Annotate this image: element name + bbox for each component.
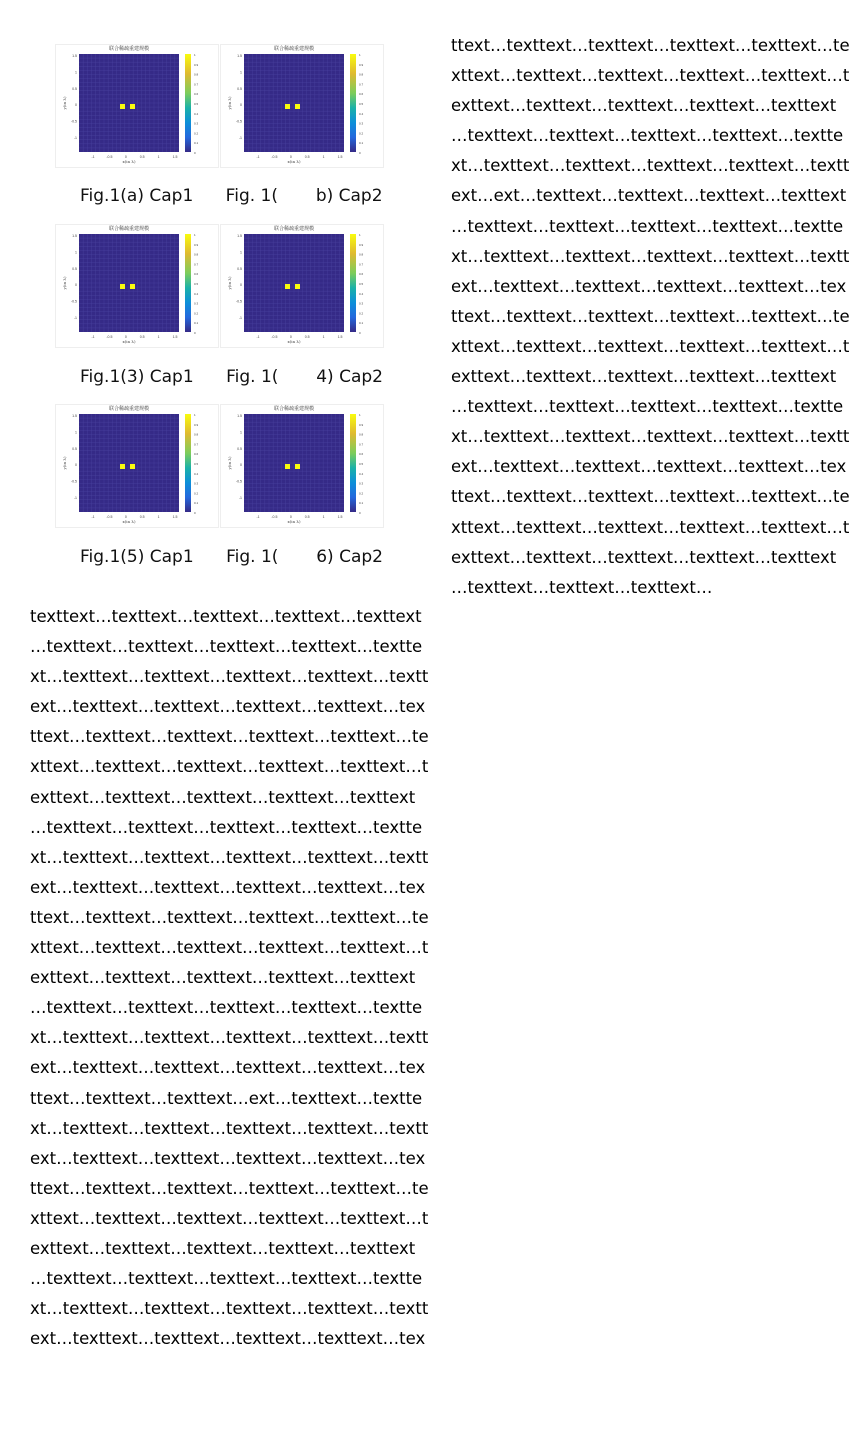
y-tick-label: 1 (240, 250, 242, 255)
x-axis-label: x(in λ) (287, 519, 301, 524)
figure-panel-1-4 (220, 224, 384, 348)
colorbar-tick-label: 0.2 (194, 311, 199, 316)
heatmap-cell (285, 464, 290, 469)
colorbar-tick-label: 0.4 (194, 111, 199, 116)
y-tick-label: 0 (75, 283, 77, 288)
y-tick-label: -0.5 (235, 479, 242, 484)
colorbar-tick-label: 0.4 (359, 111, 364, 116)
text-line: xttext…texttext…texttext…texttext…texttext…t (30, 938, 429, 958)
y-tick-label: 0 (240, 463, 242, 468)
colorbar-tick-label: 0.3 (194, 481, 199, 486)
text-line: ext…texttext…texttext…texttext…texttext…tex (30, 1148, 426, 1168)
text-line: xt…texttext…texttext…texttext…texttext…textt (451, 246, 850, 266)
colorbar-tick-label: 0.1 (359, 141, 364, 146)
x-tick-label: 0 (289, 335, 292, 339)
x-tick-label: -0.5 (271, 335, 278, 339)
colorbar-tick-label: 0.1 (194, 501, 199, 506)
text-line: xt…texttext…texttext…texttext…texttext…textt (30, 1028, 429, 1048)
colorbar-tick-label: 0.1 (359, 501, 364, 506)
heatmap-cell (295, 284, 300, 289)
colorbar (185, 234, 191, 332)
text-line: ext…texttext…texttext…texttext…texttext…tex (30, 1329, 426, 1349)
colorbar-tick-label: 0.7 (359, 442, 364, 447)
figure-panel-1a (55, 44, 219, 168)
text-line: exttext…texttext…texttext…texttext…texttext (30, 787, 416, 807)
colorbar (350, 234, 356, 332)
x-axis-label: x(in λ) (287, 339, 301, 344)
colorbar-tick-label: 0.1 (359, 321, 364, 326)
x-tick-label: 0.5 (304, 155, 310, 159)
text-line: xt…texttext…texttext…texttext…texttext…textt (30, 847, 429, 867)
plot-title: 联合稀疏重建规模 (273, 406, 315, 412)
colorbar-tick-label: 0.6 (359, 452, 364, 457)
x-tick-label: 0.5 (304, 335, 310, 339)
text-line: …texttext…texttext…texttext…texttext…textte (451, 397, 844, 417)
text-line: …texttext…texttext…texttext…texttext…textte (30, 817, 423, 837)
colorbar-tick-label: 1 (359, 53, 361, 57)
y-tick-label: 1 (75, 430, 77, 435)
colorbar-tick-label: 0.1 (194, 141, 199, 146)
colorbar (185, 54, 191, 152)
colorbar (350, 414, 356, 512)
heatmap-plot (220, 404, 384, 528)
colorbar-tick-label: 1 (194, 53, 196, 57)
colorbar-tick-label: 0.8 (359, 72, 364, 77)
text-line: ttext…texttext…texttext…texttext…texttext…te (451, 487, 850, 507)
y-tick-label: -0.5 (235, 299, 242, 304)
heatmap-cell (130, 464, 135, 469)
y-tick-label: -0.5 (70, 299, 77, 304)
colorbar-tick-label: 0.4 (359, 291, 364, 296)
text-line: …texttext…texttext…texttext…texttext…textte (30, 637, 423, 657)
heatmap-cell (130, 284, 135, 289)
colorbar (350, 54, 356, 152)
text-line: exttext…texttext…texttext…texttext…texttext (451, 367, 837, 387)
y-tick-label: -1 (238, 136, 242, 140)
x-tick-label: 1 (157, 155, 160, 159)
heatmap-cell (285, 104, 290, 109)
colorbar-tick-label: 0.7 (359, 82, 364, 87)
y-tick-label: 1.5 (72, 234, 77, 238)
colorbar-tick-label: 0.5 (194, 462, 199, 466)
colorbar-tick-label: 0.7 (194, 442, 199, 447)
heatmap-plot (220, 224, 384, 348)
heatmap-cell (295, 464, 300, 469)
x-axis-label: x(in λ) (287, 159, 301, 164)
x-tick-label: 1.5 (172, 515, 178, 519)
x-tick-label: 0 (124, 515, 127, 519)
y-axis-label: y(in λ) (62, 456, 67, 470)
y-tick-label: 1 (75, 70, 77, 75)
heatmap-cell (285, 284, 290, 289)
text-line: ttext…texttext…texttext…texttext…texttext…te (30, 907, 429, 927)
colorbar-tick-label: 0 (194, 151, 196, 155)
text-line: xttext…texttext…texttext…texttext…texttext…t (30, 1208, 429, 1228)
text-line: …texttext…texttext…texttext…texttext…textte (30, 1269, 423, 1289)
text-line: …texttext…texttext…texttext…texttext…textte (451, 126, 844, 146)
figure-panel-1-3 (55, 224, 219, 348)
text-line: xttext…texttext…texttext…texttext…texttext…t (451, 336, 850, 356)
y-tick-label: -1 (73, 136, 77, 140)
x-tick-label: 1.5 (172, 335, 178, 339)
plot-title: 联合稀疏重建规模 (273, 46, 315, 52)
heatmap-plot (55, 404, 219, 528)
text-line: xt…texttext…texttext…texttext…texttext…textt (451, 156, 850, 176)
colorbar-tick-label: 0.2 (359, 131, 364, 136)
colorbar-tick-label: 0.6 (194, 452, 199, 457)
x-tick-label: 0.5 (139, 335, 145, 339)
x-tick-label: 0.5 (304, 515, 310, 519)
text-line: ttext…texttext…texttext…ext…texttext…textte (30, 1088, 423, 1108)
colorbar-tick-label: 0.3 (194, 121, 199, 126)
y-tick-label: 1 (75, 250, 77, 255)
colorbar-tick-label: 0.9 (194, 242, 199, 247)
text-line: ttext…texttext…texttext…texttext…texttext…te (30, 1178, 429, 1198)
y-tick-label: 0 (240, 103, 242, 108)
plot-title: 联合稀疏重建规模 (108, 46, 150, 52)
text-line: exttext…texttext…texttext…texttext…texttext (451, 96, 837, 116)
colorbar-tick-label: 0.4 (194, 291, 199, 296)
colorbar-tick-label: 0 (194, 331, 196, 335)
heatmap-cell (295, 104, 300, 109)
x-axis-label: x(in λ) (122, 159, 136, 164)
text-line: xttext…texttext…texttext…texttext…texttext…t (30, 757, 429, 777)
colorbar (185, 414, 191, 512)
left-text-column (30, 602, 429, 1354)
y-tick-label: 0 (240, 283, 242, 288)
y-tick-label: 1 (240, 430, 242, 435)
colorbar-tick-label: 0.9 (194, 62, 199, 67)
x-tick-label: 1 (157, 335, 160, 339)
plot-title: 联合稀疏重建规模 (108, 226, 150, 232)
text-line: xttext…texttext…texttext…texttext…texttext…t (451, 66, 850, 86)
x-tick-label: 0 (124, 335, 127, 339)
y-tick-label: 1.5 (237, 414, 242, 418)
colorbar-tick-label: 0.2 (194, 491, 199, 496)
x-tick-label: 1.5 (337, 335, 343, 339)
text-line: ttext…texttext…texttext…texttext…texttext…te (451, 36, 850, 55)
x-tick-label: 1 (322, 335, 325, 339)
heatmap-plot (55, 224, 219, 348)
text-line: ext…texttext…texttext…texttext…texttext…tex (30, 1058, 426, 1078)
text-line: xt…texttext…texttext…texttext…texttext…textt (30, 667, 429, 687)
colorbar-tick-label: 0.8 (359, 252, 364, 257)
x-tick-label: -1 (91, 515, 95, 519)
x-tick-label: 0 (124, 155, 127, 159)
x-tick-label: 1.5 (172, 155, 178, 159)
y-tick-label: 1.5 (237, 54, 242, 58)
heatmap-plot (55, 44, 219, 168)
y-tick-label: 0.5 (72, 86, 77, 91)
x-tick-label: 0 (289, 155, 292, 159)
colorbar-tick-label: 0.6 (194, 92, 199, 97)
text-line: ext…ext…texttext…texttext…texttext…texttext (451, 186, 847, 206)
x-tick-label: -0.5 (106, 515, 113, 519)
colorbar-tick-label: 0.2 (194, 131, 199, 136)
y-tick-label: 0.5 (72, 446, 77, 451)
figure-panel-1-6 (220, 404, 384, 528)
colorbar-tick-label: 0.3 (359, 301, 364, 306)
colorbar-tick-label: 0.3 (359, 481, 364, 486)
text-line: ext…texttext…texttext…texttext…texttext…tex (451, 457, 847, 477)
figure-caption-row-2: Fig.1(3) Cap1 Fig. 1( 4) Cap2 (80, 367, 383, 387)
x-tick-label: 0.5 (139, 155, 145, 159)
y-tick-label: 0.5 (237, 446, 242, 451)
x-tick-label: 1.5 (337, 515, 343, 519)
heatmap-plot (220, 44, 384, 168)
colorbar-tick-label: 0.8 (194, 72, 199, 77)
x-tick-label: -1 (256, 155, 260, 159)
colorbar-tick-label: 0.5 (359, 462, 364, 466)
y-tick-label: -1 (73, 496, 77, 500)
plot-title: 联合稀疏重建规模 (108, 406, 150, 412)
heatmap-cell (120, 284, 125, 289)
x-axis-label: x(in λ) (122, 519, 136, 524)
text-line: xt…texttext…texttext…texttext…texttext…textt (451, 427, 850, 447)
colorbar-tick-label: 0.2 (359, 311, 364, 316)
colorbar-tick-label: 0.3 (359, 121, 364, 126)
x-tick-label: -1 (91, 155, 95, 159)
text-line: xttext…texttext…texttext…texttext…texttext…t (451, 517, 850, 537)
text-line: ttext…texttext…texttext…texttext…texttext…te (30, 727, 429, 747)
x-tick-label: -0.5 (106, 335, 113, 339)
text-line: texttext…texttext…texttext…texttext…texttext (30, 607, 422, 626)
x-tick-label: 1 (322, 515, 325, 519)
figure-caption-row-1: Fig.1(a) Cap1 Fig. 1( b) Cap2 (80, 186, 383, 206)
y-tick-label: -1 (238, 316, 242, 320)
heatmap-cell (130, 104, 135, 109)
y-tick-label: -0.5 (70, 119, 77, 124)
plot-title: 联合稀疏重建规模 (273, 226, 315, 232)
colorbar-tick-label: 0.4 (194, 471, 199, 476)
colorbar-tick-label: 0.9 (359, 422, 364, 427)
text-line: …texttext…texttext…texttext… (451, 577, 713, 597)
text-line: exttext…texttext…texttext…texttext…texttext (451, 547, 837, 567)
y-tick-label: 0 (75, 103, 77, 108)
colorbar-tick-label: 0 (359, 151, 361, 155)
colorbar-tick-label: 1 (359, 233, 361, 237)
y-axis-label: y(in λ) (227, 276, 232, 290)
colorbar-tick-label: 0.8 (194, 252, 199, 257)
figure-panel-1b (220, 44, 384, 168)
colorbar-tick-label: 0 (359, 511, 361, 515)
text-line: ext…texttext…texttext…texttext…texttext…tex (30, 697, 426, 717)
x-axis-label: x(in λ) (122, 339, 136, 344)
y-tick-label: 0 (75, 463, 77, 468)
x-tick-label: -1 (256, 515, 260, 519)
colorbar-tick-label: 0.5 (194, 282, 199, 286)
x-tick-label: -1 (256, 335, 260, 339)
x-tick-label: 1 (157, 515, 160, 519)
colorbar-tick-label: 0 (194, 511, 196, 515)
colorbar-tick-label: 1 (194, 233, 196, 237)
y-tick-label: -0.5 (235, 119, 242, 124)
colorbar-tick-label: 0.9 (194, 422, 199, 427)
colorbar-tick-label: 0.4 (359, 471, 364, 476)
y-tick-label: -0.5 (70, 479, 77, 484)
x-tick-label: 1.5 (337, 155, 343, 159)
colorbar-tick-label: 0.2 (359, 491, 364, 496)
colorbar-tick-label: 0.7 (194, 262, 199, 267)
colorbar-tick-label: 0.6 (194, 272, 199, 277)
colorbar-tick-label: 0.6 (359, 272, 364, 277)
colorbar-tick-label: 0.5 (359, 102, 364, 106)
colorbar-tick-label: 0.5 (194, 102, 199, 106)
x-tick-label: 0 (289, 515, 292, 519)
x-tick-label: -0.5 (271, 515, 278, 519)
y-tick-label: 0.5 (72, 266, 77, 271)
y-tick-label: 1.5 (72, 414, 77, 418)
y-tick-label: 1 (240, 70, 242, 75)
y-tick-label: 1.5 (237, 234, 242, 238)
y-axis-label: y(in λ) (227, 96, 232, 110)
colorbar-tick-label: 0.9 (359, 62, 364, 67)
y-axis-label: y(in λ) (227, 456, 232, 470)
x-tick-label: 1 (322, 155, 325, 159)
text-line: xt…texttext…texttext…texttext…texttext…textt (30, 1118, 429, 1138)
x-tick-label: -0.5 (106, 155, 113, 159)
colorbar-tick-label: 0.1 (194, 321, 199, 326)
text-line: …texttext…texttext…texttext…texttext…textte (451, 216, 844, 236)
colorbar-tick-label: 0.7 (194, 82, 199, 87)
colorbar-tick-label: 0.5 (359, 282, 364, 286)
right-text-column (451, 31, 850, 603)
colorbar-tick-label: 0.3 (194, 301, 199, 306)
figure-panel-1-5 (55, 404, 219, 528)
text-line: ext…texttext…texttext…texttext…texttext…tex (451, 276, 847, 296)
colorbar-tick-label: 1 (359, 413, 361, 417)
x-tick-label: -1 (91, 335, 95, 339)
colorbar-tick-label: 0 (359, 331, 361, 335)
y-tick-label: 1.5 (72, 54, 77, 58)
heatmap-cell (120, 104, 125, 109)
text-line: xt…texttext…texttext…texttext…texttext…textt (30, 1299, 429, 1319)
y-tick-label: 0.5 (237, 266, 242, 271)
y-tick-label: 0.5 (237, 86, 242, 91)
colorbar-tick-label: 0.8 (359, 432, 364, 437)
text-line: exttext…texttext…texttext…texttext…texttext (30, 968, 416, 988)
colorbar-tick-label: 0.8 (194, 432, 199, 437)
y-tick-label: -1 (73, 316, 77, 320)
colorbar-tick-label: 0.6 (359, 92, 364, 97)
figure-caption-row-3: Fig.1(5) Cap1 Fig. 1( 6) Cap2 (80, 547, 383, 567)
y-axis-label: y(in λ) (62, 96, 67, 110)
x-tick-label: 0.5 (139, 515, 145, 519)
text-line: …texttext…texttext…texttext…texttext…textte (30, 998, 423, 1018)
y-tick-label: -1 (238, 496, 242, 500)
colorbar-tick-label: 0.7 (359, 262, 364, 267)
colorbar-tick-label: 0.9 (359, 242, 364, 247)
y-axis-label: y(in λ) (62, 276, 67, 290)
x-tick-label: -0.5 (271, 155, 278, 159)
colorbar-tick-label: 1 (194, 413, 196, 417)
text-line: ext…texttext…texttext…texttext…texttext…tex (30, 877, 426, 897)
heatmap-cell (120, 464, 125, 469)
text-line: exttext…texttext…texttext…texttext…texttext (30, 1238, 416, 1258)
text-line: ttext…texttext…texttext…texttext…texttext…te (451, 306, 850, 326)
